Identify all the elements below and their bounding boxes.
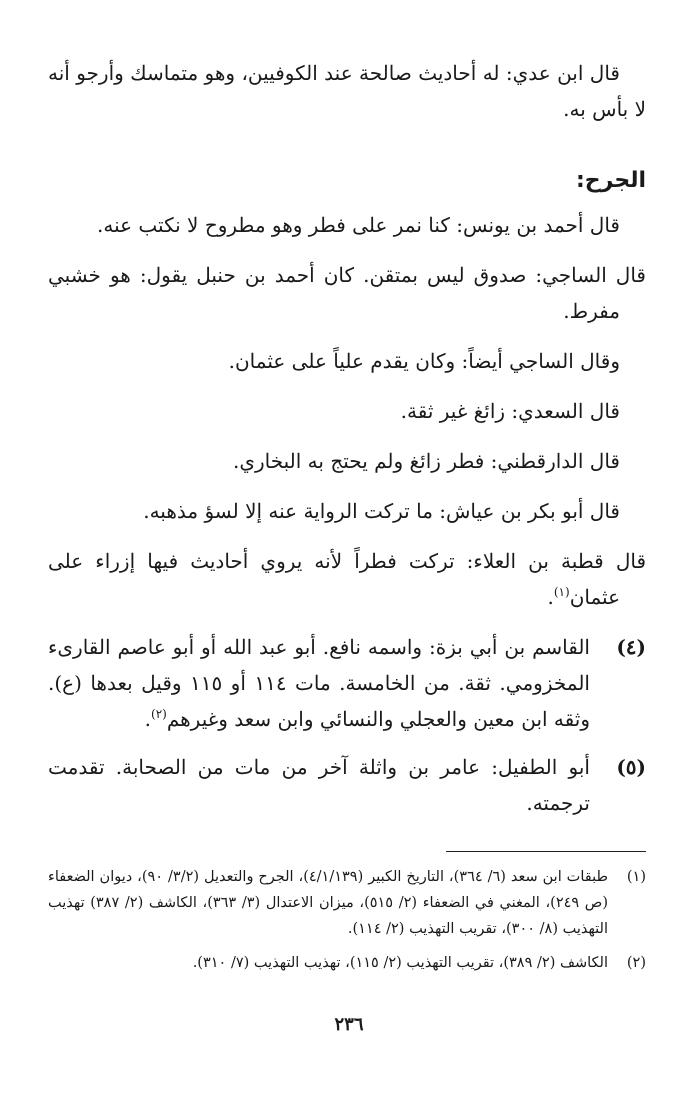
footnote-ref: (٢): [151, 707, 167, 721]
entry-text-end: .: [144, 707, 151, 731]
jarh-item: قال السعدي: زائغ غير ثقة.: [400, 399, 620, 423]
jarh-item: قال أبو بكر بن عياش: ما تركت الرواية عنه إلا لسؤ مذهبه.: [143, 499, 620, 523]
jarh-item: قال أحمد بن يونس: كنا نمر على فطر وهو مطروح لا نكتب عنه.: [97, 213, 620, 237]
footnote: [48, 864, 646, 942]
jarh-item-last: قال قطبة بن العلاء: تركت فطراً لأنه يروي أحاديث فيها إزراء على عثمان$^{(١)}$.: [48, 549, 646, 609]
jarh-item-last-text: قال قطبة بن العلاء: تركت فطراً لأنه يروي أحاديث فيها إزراء على عثمان: [48, 549, 646, 609]
entry-text: أبو الطفيل: عامر بن واثلة آخر من مات من الصحابة. تقدمت ترجمته.: [48, 755, 590, 815]
entry-number: (٥): [616, 755, 646, 779]
jarh-item: وقال الساجي أيضاً: وكان يقدم علياً على عثمان.: [228, 349, 620, 373]
entry-5: [48, 749, 646, 821]
page-number: ٢٣٦: [334, 1014, 364, 1035]
footnote-text: الكاشف (٢/ ٣٨٩)، تقريب التهذيب (٢/ ١١٥)، تهذيب التهذيب (٧/ ٣١٠).: [192, 955, 608, 971]
footnote-separator: [446, 851, 646, 852]
intro-paragraph: قال ابن عدي: له أحاديث صالحة عند الكوفيين، وهو متماسك وأرجو أنه لا بأس به.: [48, 61, 646, 121]
footnote-number: (٢): [626, 955, 646, 971]
jarh-item: قال الساجي: صدوق ليس بمتقن. كان أحمد بن حنبل يقول: هو خشبي مفرط.: [48, 263, 646, 323]
entry-text-body: القاسم بن أبي بزة: واسمه نافع. أبو عبد الله أو أبو عاصم القارىء المخزومي. ثقة. من الخامسة. مات ١١٤ أو ١١٥ وقيل بعدها (ع). وثقه ابن معين والعجلي والنسائي وابن سعد وغيرهم: [48, 635, 590, 731]
footnote: [48, 950, 646, 976]
jarh-item: قال الدارقطني: فطر زائغ ولم يحتج به البخاري.: [232, 449, 620, 473]
page-body: [48, 55, 646, 984]
entry-4: [48, 629, 646, 737]
entry-number: (٤): [616, 635, 646, 659]
footnote-ref: (١): [553, 585, 570, 599]
footnote-number: (١): [626, 869, 646, 885]
footnote-text: طبقات ابن سعد (٦/ ٣٦٤)، التاريخ الكبير (٤/١/١٣٩)، الجرح والتعديل (٣/٢/ ٩٠)، ديوان الضعفاء (ص ٢٤٩)، المغني في الضعفاء (٢/ ٥١٥)، ميزان الاعتدال (٣/ ٣٦٣)، الكاشف (٢/ ٣٨٧) تهذيب التهذيب (٨/ ٣٠٠)، تقريب التهذيب (٢/ ١١٤).: [48, 869, 608, 937]
jarh-heading: الجرح:: [576, 168, 646, 193]
entry-text: [48, 629, 590, 737]
